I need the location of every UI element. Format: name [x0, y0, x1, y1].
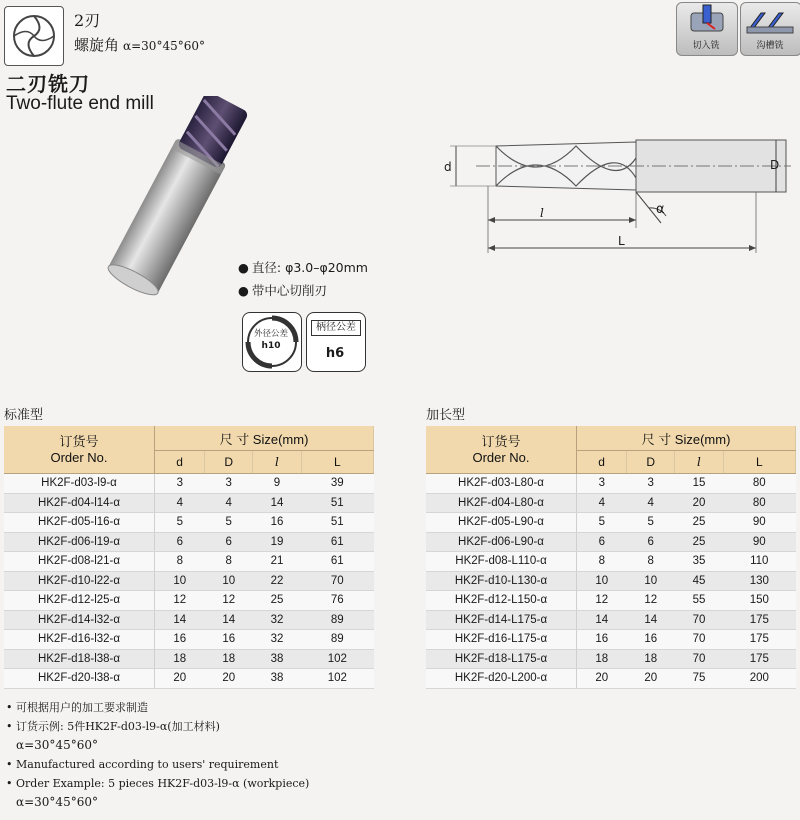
- header-order-no: [426, 426, 577, 474]
- note-angle-2: α=30°45°60°: [16, 795, 98, 809]
- note-example-en: • Order Example: 5 pieces HK2F-d03-l9-α (workpiece): [6, 777, 310, 790]
- table-row: [4, 474, 374, 494]
- size-cell: 10: [205, 571, 253, 591]
- size-cell: 15: [675, 474, 723, 494]
- note-custom-en: • Manufactured according to users' requirement: [6, 758, 279, 771]
- size-cell: 3: [155, 474, 205, 494]
- standard-table-title: 标准型: [4, 408, 44, 423]
- size-cell: 5: [205, 513, 253, 533]
- size-cell: 39: [301, 474, 373, 494]
- table-row: [426, 649, 796, 669]
- drawing-label-alpha: α: [656, 202, 665, 217]
- header-size: 尺 寸 Size(mm): [577, 426, 796, 451]
- size-cell: 8: [627, 552, 675, 572]
- size-cell: 3: [577, 474, 627, 494]
- size-cell: 14: [577, 610, 627, 630]
- size-cell: 16: [627, 630, 675, 650]
- table-row: [4, 649, 374, 669]
- size-cell: 14: [205, 610, 253, 630]
- size-cell: 25: [675, 513, 723, 533]
- bullet-icon: •: [6, 758, 16, 771]
- col-D: D: [205, 451, 253, 474]
- size-cell: 76: [301, 591, 373, 611]
- order-no-cell: HK2F-d05-L90-α: [426, 513, 577, 533]
- table-row: [4, 532, 374, 552]
- col-l: l: [675, 451, 723, 474]
- order-no-cell: HK2F-d10-L130-α: [426, 571, 577, 591]
- order-no-cell: HK2F-d14-l32-α: [4, 610, 155, 630]
- header-order-en: Order No.: [472, 449, 530, 465]
- size-cell: 9: [253, 474, 301, 494]
- size-cell: 18: [577, 649, 627, 669]
- od-tolerance-value: h10: [261, 341, 281, 351]
- standard-spec-table: [4, 426, 374, 689]
- slot-milling-label: 沟槽铣: [756, 41, 784, 51]
- spec-diameter: 直径: φ3.0–φ20mm: [251, 260, 368, 275]
- size-cell: 14: [253, 493, 301, 513]
- size-cell: 12: [155, 591, 205, 611]
- size-cell: 70: [675, 630, 723, 650]
- size-cell: 38: [253, 669, 301, 689]
- order-no-cell: HK2F-d20-L200-α: [426, 669, 577, 689]
- size-cell: 5: [155, 513, 205, 533]
- order-no-cell: HK2F-d16-l32-α: [4, 630, 155, 650]
- order-no-cell: HK2F-d12-L150-α: [426, 591, 577, 611]
- size-cell: 4: [155, 493, 205, 513]
- table-row: [426, 474, 796, 494]
- drawing-label-d: d: [444, 160, 452, 174]
- table-row: [4, 591, 374, 611]
- size-cell: 102: [301, 669, 373, 689]
- spec-list: [238, 256, 368, 302]
- helix-label: 螺旋角: [74, 36, 120, 54]
- size-cell: 6: [155, 532, 205, 552]
- size-cell: 61: [301, 552, 373, 572]
- table-row: [4, 552, 374, 572]
- header-order-cn: 订货号: [481, 433, 521, 449]
- order-no-cell: HK2F-d10-l22-α: [4, 571, 155, 591]
- end-mill-drawing: [436, 128, 796, 262]
- spec-item: [238, 256, 368, 279]
- size-cell: 4: [577, 493, 627, 513]
- size-cell: 10: [155, 571, 205, 591]
- size-cell: 55: [675, 591, 723, 611]
- extended-table-title: 加长型: [426, 408, 466, 423]
- table-row: [426, 610, 796, 630]
- order-no-cell: HK2F-d04-l14-α: [4, 493, 155, 513]
- size-cell: 19: [253, 532, 301, 552]
- size-cell: 20: [675, 493, 723, 513]
- size-cell: 80: [723, 474, 795, 494]
- size-cell: 16: [155, 630, 205, 650]
- notes: [6, 698, 309, 812]
- size-cell: 38: [253, 649, 301, 669]
- size-cell: 6: [205, 532, 253, 552]
- size-cell: 90: [723, 532, 795, 552]
- note-example-cn: • 订货示例: 5件HK2F-d03-l9-α(加工材料): [6, 720, 220, 733]
- col-D: D: [627, 451, 675, 474]
- size-cell: 20: [205, 669, 253, 689]
- spec-center-cutting: 带中心切削刃: [251, 283, 327, 298]
- size-cell: 200: [723, 669, 795, 689]
- size-cell: 51: [301, 513, 373, 533]
- size-cell: 130: [723, 571, 795, 591]
- table-row: [426, 571, 796, 591]
- col-d: d: [155, 451, 205, 474]
- size-cell: 22: [253, 571, 301, 591]
- col-L: L: [301, 451, 373, 474]
- table-row: [426, 669, 796, 689]
- size-cell: 70: [675, 649, 723, 669]
- size-cell: 175: [723, 630, 795, 650]
- size-cell: 45: [675, 571, 723, 591]
- size-cell: 18: [205, 649, 253, 669]
- size-cell: 3: [205, 474, 253, 494]
- table-row: [426, 493, 796, 513]
- table-row: [426, 591, 796, 611]
- table-row: [4, 630, 374, 650]
- header-order-cn: 订货号: [59, 433, 99, 449]
- note-angle-1: α=30°45°60°: [16, 738, 98, 752]
- table-row: [426, 532, 796, 552]
- table-row: [4, 571, 374, 591]
- col-d: d: [577, 451, 627, 474]
- size-cell: 61: [301, 532, 373, 552]
- size-cell: 20: [577, 669, 627, 689]
- order-no-cell: HK2F-d20-l38-α: [4, 669, 155, 689]
- size-cell: 89: [301, 610, 373, 630]
- col-L: L: [723, 451, 795, 474]
- size-cell: 18: [155, 649, 205, 669]
- table-row: [426, 513, 796, 533]
- order-no-cell: HK2F-d03-l9-α: [4, 474, 155, 494]
- order-no-cell: HK2F-d06-L90-α: [426, 532, 577, 552]
- size-cell: 12: [205, 591, 253, 611]
- shank-tolerance-value: h6: [325, 346, 345, 361]
- size-cell: 4: [627, 493, 675, 513]
- size-cell: 4: [205, 493, 253, 513]
- bullet-icon: ●: [238, 260, 249, 275]
- flute-count: 2刃: [74, 11, 101, 30]
- size-cell: 6: [627, 532, 675, 552]
- table-row: [4, 493, 374, 513]
- order-no-cell: HK2F-d04-L80-α: [426, 493, 577, 513]
- header-order-en: Order No.: [50, 449, 108, 465]
- size-cell: 90: [723, 513, 795, 533]
- page-title-en: Two-flute end mill: [6, 93, 154, 114]
- bullet-icon: •: [6, 720, 16, 733]
- order-no-cell: HK2F-d16-L175-α: [426, 630, 577, 650]
- size-cell: 16: [253, 513, 301, 533]
- size-cell: 25: [253, 591, 301, 611]
- size-cell: 110: [723, 552, 795, 572]
- size-cell: 51: [301, 493, 373, 513]
- size-cell: 20: [627, 669, 675, 689]
- spec-item: [238, 279, 368, 302]
- size-cell: 89: [301, 630, 373, 650]
- size-cell: 14: [627, 610, 675, 630]
- size-cell: 14: [155, 610, 205, 630]
- table-row: [426, 630, 796, 650]
- size-cell: 16: [205, 630, 253, 650]
- flute-cross-section-icon: [4, 6, 64, 66]
- size-cell: 8: [155, 552, 205, 572]
- drawing-label-l: l: [540, 206, 544, 220]
- size-cell: 175: [723, 610, 795, 630]
- size-cell: 175: [723, 649, 795, 669]
- bullet-icon: ●: [238, 283, 249, 298]
- size-cell: 8: [205, 552, 253, 572]
- size-cell: 12: [627, 591, 675, 611]
- size-cell: 6: [577, 532, 627, 552]
- size-cell: 5: [577, 513, 627, 533]
- table-row: [426, 552, 796, 572]
- order-no-cell: HK2F-d18-l38-α: [4, 649, 155, 669]
- size-cell: 80: [723, 493, 795, 513]
- size-cell: 25: [675, 532, 723, 552]
- order-no-cell: HK2F-d03-L80-α: [426, 474, 577, 494]
- bullet-icon: •: [6, 701, 16, 714]
- table-row: [4, 513, 374, 533]
- order-no-cell: HK2F-d12-l25-α: [4, 591, 155, 611]
- note-custom: • 可根据用户的加工要求制造: [6, 701, 148, 714]
- drawing-label-D: D: [770, 158, 780, 172]
- shank-tolerance-label: 柄径公差: [311, 320, 361, 336]
- order-no-cell: HK2F-d08-L110-α: [426, 552, 577, 572]
- plunge-milling-label: 切入铣: [692, 41, 720, 51]
- size-cell: 70: [675, 610, 723, 630]
- order-no-cell: HK2F-d05-l16-α: [4, 513, 155, 533]
- page-title-cn: 二刃铣刀: [6, 72, 90, 96]
- size-cell: 10: [627, 571, 675, 591]
- bullet-icon: •: [6, 777, 16, 790]
- size-cell: 35: [675, 552, 723, 572]
- size-cell: 10: [577, 571, 627, 591]
- size-cell: 16: [577, 630, 627, 650]
- col-l: l: [253, 451, 301, 474]
- size-cell: 32: [253, 610, 301, 630]
- extended-spec-table: [426, 426, 796, 689]
- size-cell: 20: [155, 669, 205, 689]
- helix-value: α=30°45°60°: [123, 39, 205, 53]
- size-cell: 32: [253, 630, 301, 650]
- table-row: [4, 610, 374, 630]
- size-cell: 8: [577, 552, 627, 572]
- size-cell: 150: [723, 591, 795, 611]
- size-cell: 102: [301, 649, 373, 669]
- od-tolerance-label: 外径公差: [253, 329, 288, 339]
- drawing-label-L: L: [618, 234, 625, 248]
- header-order-no: [4, 426, 155, 474]
- size-cell: 75: [675, 669, 723, 689]
- size-cell: 21: [253, 552, 301, 572]
- size-cell: 3: [627, 474, 675, 494]
- size-cell: 5: [627, 513, 675, 533]
- size-cell: 70: [301, 571, 373, 591]
- size-cell: 12: [577, 591, 627, 611]
- order-no-cell: HK2F-d08-l21-α: [4, 552, 155, 572]
- order-no-cell: HK2F-d06-l19-α: [4, 532, 155, 552]
- table-row: [4, 669, 374, 689]
- order-no-cell: HK2F-d18-L175-α: [426, 649, 577, 669]
- size-cell: 18: [627, 649, 675, 669]
- header-size: 尺 寸 Size(mm): [155, 426, 374, 451]
- helix-angle: [74, 34, 205, 55]
- order-no-cell: HK2F-d14-L175-α: [426, 610, 577, 630]
